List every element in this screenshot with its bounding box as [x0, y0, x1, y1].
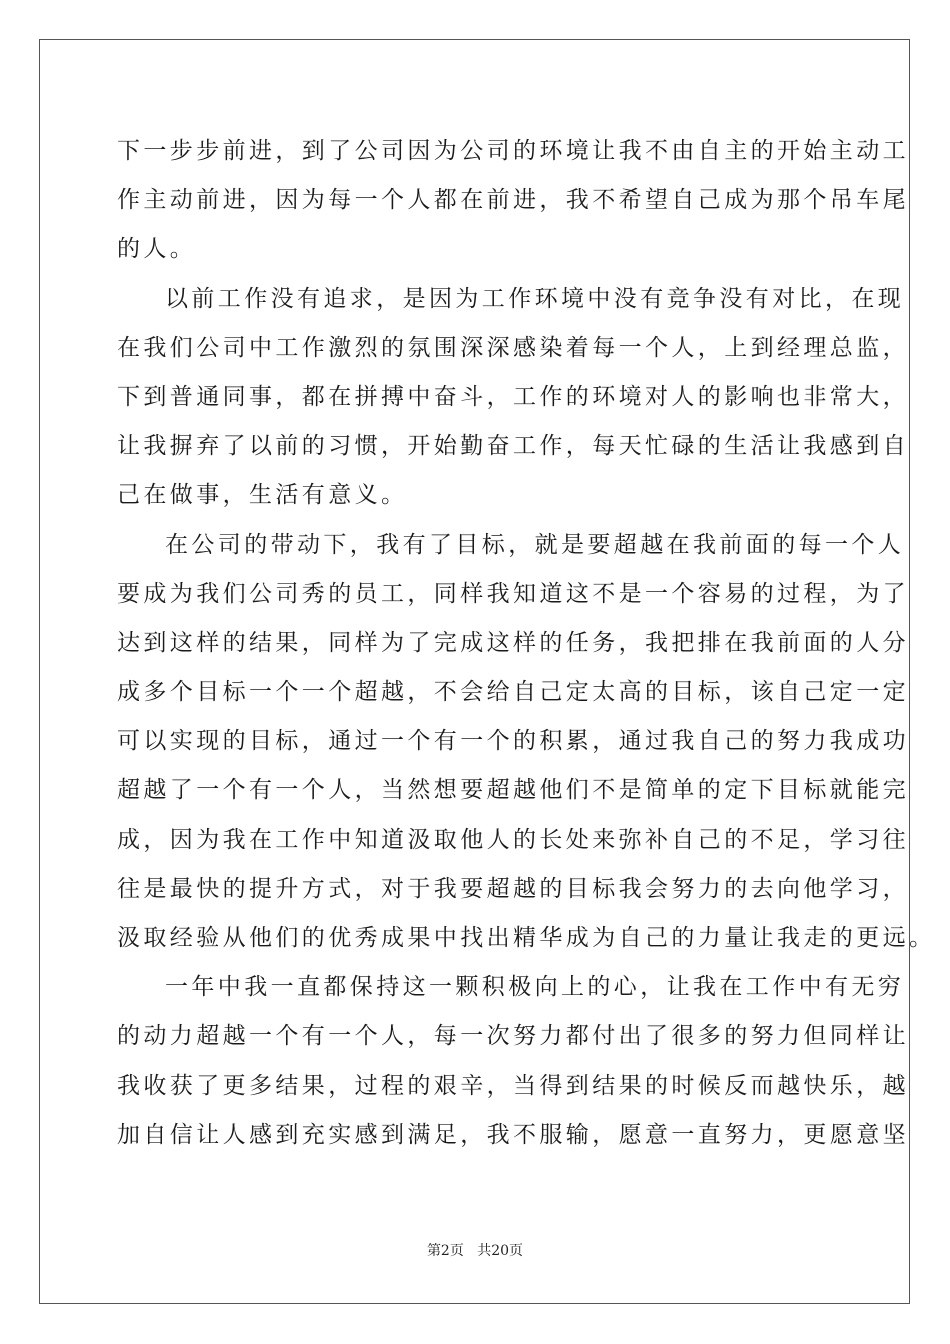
- text-line: 往是最快的提升方式，对于我要超越的目标我会努力的去向他学习，: [117, 875, 909, 902]
- text-line: 的动力超越一个有一个人，每一次努力都付出了很多的努力但同样让: [117, 1023, 909, 1050]
- page-footer: [0, 1241, 950, 1261]
- text-line: 达到这样的结果，同样为了完成这样的任务，我把排在我前面的人分: [117, 629, 909, 656]
- text-line: 要成为我们公司秀的员工，同样我知道这不是一个容易的过程，为了: [117, 580, 909, 607]
- text-line: 下到普通同事，都在拼搏中奋斗，工作的环境对人的影响也非常大，: [117, 383, 909, 410]
- text-line: 成，因为我在工作中知道汲取他人的长处来弥补自己的不足，学习往: [117, 826, 909, 853]
- text-line: 在我们公司中工作激烈的氛围深深感染着每一个人，上到经理总监，: [117, 334, 909, 361]
- paragraph-first-line: 以前工作没有追求，是因为工作环境中没有竞争没有对比，在现: [165, 285, 905, 312]
- page-total: 共20页: [477, 1243, 524, 1259]
- document-body: [117, 127, 936, 1160]
- text-line: 作主动前进，因为每一个人都在前进，我不希望自己成为那个吊车尾: [117, 187, 909, 214]
- text-line: 加自信让人感到充实感到满足，我不服输，愿意一直努力，更愿意坚: [117, 1121, 909, 1148]
- text-line: 我收获了更多结果，过程的艰辛，当得到结果的时候反而越快乐，越: [117, 1072, 909, 1099]
- text-line: 下一步步前进，到了公司因为公司的环境让我不由自主的开始主动工: [117, 138, 909, 164]
- text-line: 的人。: [117, 236, 197, 263]
- text-line: 己在做事，生活有意义。: [117, 482, 408, 509]
- text-line: 让我摒弃了以前的习惯，开始勤奋工作，每天忙碌的生活让我感到自: [117, 433, 909, 460]
- text-line: 超越了一个有一个人，当然想要超越他们不是简单的定下目标就能完: [117, 777, 909, 804]
- paragraph-first-line: 一年中我一直都保持这一颗积极向上的心，让我在工作中有无穷: [165, 974, 905, 1001]
- text-line: 成多个目标一个一个超越，不会给自己定太高的目标，该自己定一定: [117, 679, 909, 706]
- text-line: 可以实现的目标，通过一个有一个的积累，通过我自己的努力我成功: [117, 728, 909, 755]
- paragraph-first-line: 在公司的带动下，我有了目标，就是要超越在我前面的每一个人: [165, 531, 905, 558]
- text-line: 汲取经验从他们的优秀成果中找出精华成为自己的力量让我走的更远。: [117, 925, 936, 951]
- page-number: 第2页: [426, 1243, 464, 1259]
